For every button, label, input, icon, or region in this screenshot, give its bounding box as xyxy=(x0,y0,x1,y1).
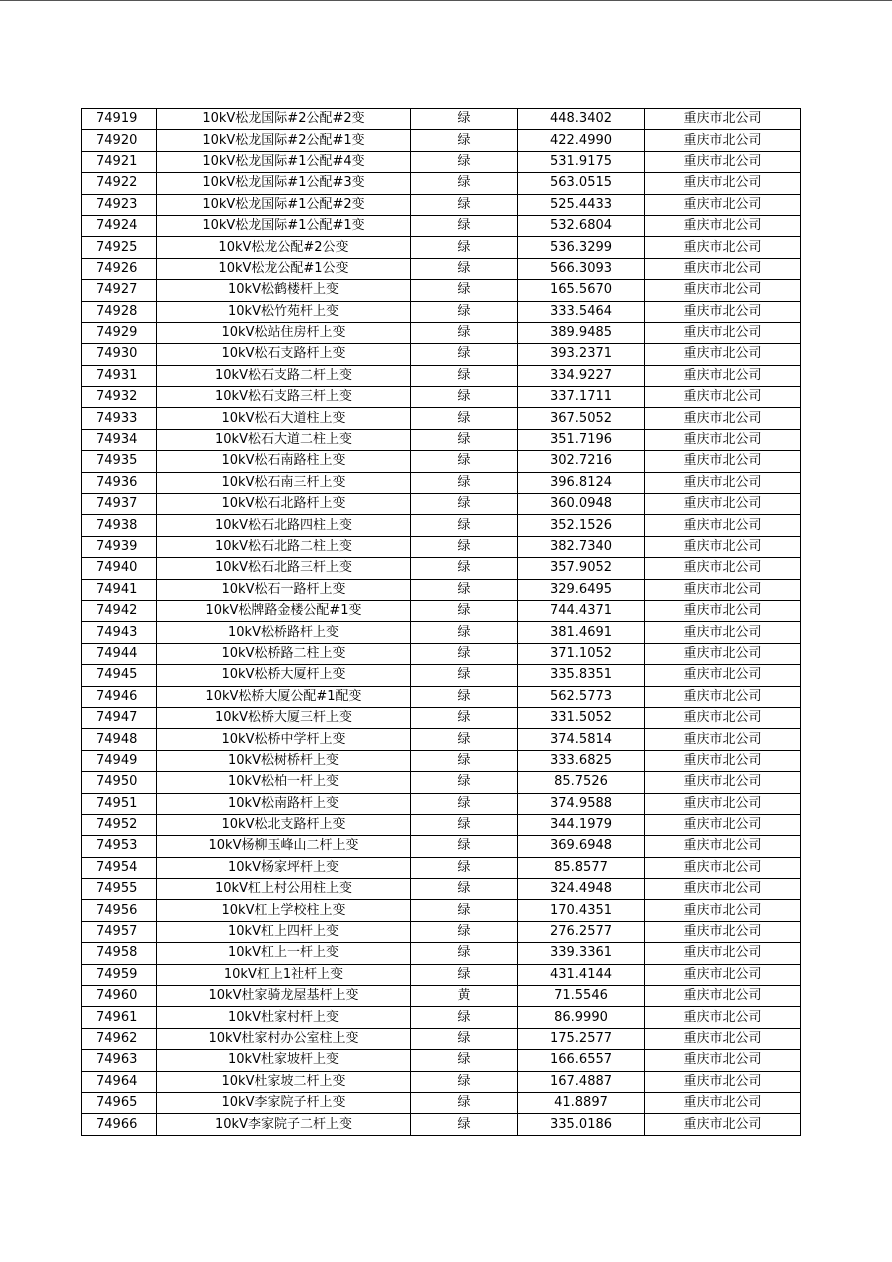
cell-company: 重庆市北公司 xyxy=(645,686,801,707)
table-row xyxy=(82,515,801,536)
cell-company: 重庆市北公司 xyxy=(645,964,801,985)
table-row xyxy=(82,943,801,964)
cell-status: 绿 xyxy=(411,387,518,408)
cell-status: 绿 xyxy=(411,173,518,194)
cell-name: 10kV松桥路杆上变 xyxy=(157,622,411,643)
cell-value: 382.7340 xyxy=(518,536,645,557)
cell-name: 10kV杜家村办公室柱上变 xyxy=(157,1028,411,1049)
cell-value: 86.9990 xyxy=(518,1007,645,1028)
table-row xyxy=(82,173,801,194)
table-row xyxy=(82,1050,801,1071)
cell-id: 74957 xyxy=(82,921,157,942)
cell-id: 74940 xyxy=(82,558,157,579)
cell-name: 10kV松龙国际#1公配#4变 xyxy=(157,151,411,172)
cell-company: 重庆市北公司 xyxy=(645,1028,801,1049)
cell-name: 10kV松桥中学杆上变 xyxy=(157,729,411,750)
cell-name: 10kV松竹苑杆上变 xyxy=(157,301,411,322)
table-row xyxy=(82,1092,801,1113)
table-row xyxy=(82,536,801,557)
table-row xyxy=(82,558,801,579)
cell-id: 74964 xyxy=(82,1071,157,1092)
cell-company: 重庆市北公司 xyxy=(645,429,801,450)
table-row xyxy=(82,365,801,386)
cell-status: 绿 xyxy=(411,109,518,130)
cell-value: 371.1052 xyxy=(518,643,645,664)
cell-status: 绿 xyxy=(411,943,518,964)
cell-name: 10kV松龙国际#1公配#1变 xyxy=(157,215,411,236)
table-row xyxy=(82,258,801,279)
table-row xyxy=(82,387,801,408)
cell-value: 324.4948 xyxy=(518,879,645,900)
cell-name: 10kV松龙公配#1公变 xyxy=(157,258,411,279)
cell-status: 绿 xyxy=(411,215,518,236)
cell-id: 74924 xyxy=(82,215,157,236)
cell-status: 绿 xyxy=(411,879,518,900)
cell-name: 10kV李家院子杆上变 xyxy=(157,1092,411,1113)
table-row xyxy=(82,921,801,942)
cell-company: 重庆市北公司 xyxy=(645,1114,801,1135)
table-row xyxy=(82,729,801,750)
cell-id: 74956 xyxy=(82,900,157,921)
table-row xyxy=(82,408,801,429)
cell-company: 重庆市北公司 xyxy=(645,900,801,921)
table-row xyxy=(82,451,801,472)
cell-company: 重庆市北公司 xyxy=(645,515,801,536)
cell-value: 389.9485 xyxy=(518,322,645,343)
cell-status: 绿 xyxy=(411,365,518,386)
cell-name: 10kV松桥大厦三杆上变 xyxy=(157,707,411,728)
cell-id: 74936 xyxy=(82,472,157,493)
cell-id: 74923 xyxy=(82,194,157,215)
table-row xyxy=(82,344,801,365)
cell-id: 74929 xyxy=(82,322,157,343)
cell-id: 74951 xyxy=(82,793,157,814)
cell-value: 329.6495 xyxy=(518,579,645,600)
cell-value: 525.4433 xyxy=(518,194,645,215)
cell-name: 10kV松石大道柱上变 xyxy=(157,408,411,429)
cell-status: 绿 xyxy=(411,558,518,579)
cell-company: 重庆市北公司 xyxy=(645,1007,801,1028)
cell-company: 重庆市北公司 xyxy=(645,472,801,493)
cell-company: 重庆市北公司 xyxy=(645,729,801,750)
cell-value: 566.3093 xyxy=(518,258,645,279)
cell-name: 10kV松石南路柱上变 xyxy=(157,451,411,472)
table-row xyxy=(82,879,801,900)
cell-id: 74937 xyxy=(82,494,157,515)
cell-value: 374.9588 xyxy=(518,793,645,814)
cell-company: 重庆市北公司 xyxy=(645,772,801,793)
cell-company: 重庆市北公司 xyxy=(645,1092,801,1113)
cell-status: 绿 xyxy=(411,515,518,536)
cell-status: 绿 xyxy=(411,579,518,600)
cell-value: 337.1711 xyxy=(518,387,645,408)
cell-name: 10kV李家院子二杆上变 xyxy=(157,1114,411,1135)
cell-status: 绿 xyxy=(411,814,518,835)
cell-name: 10kV松石一路杆上变 xyxy=(157,579,411,600)
cell-value: 563.0515 xyxy=(518,173,645,194)
cell-name: 10kV松树桥杆上变 xyxy=(157,750,411,771)
cell-value: 532.6804 xyxy=(518,215,645,236)
cell-name: 10kV松桥大厦杆上变 xyxy=(157,665,411,686)
cell-id: 74928 xyxy=(82,301,157,322)
cell-company: 重庆市北公司 xyxy=(645,986,801,1007)
table-row xyxy=(82,109,801,130)
cell-status: 绿 xyxy=(411,1050,518,1071)
cell-value: 360.0948 xyxy=(518,494,645,515)
cell-id: 74949 xyxy=(82,750,157,771)
cell-company: 重庆市北公司 xyxy=(645,151,801,172)
cell-id: 74952 xyxy=(82,814,157,835)
cell-status: 绿 xyxy=(411,857,518,878)
cell-status: 绿 xyxy=(411,1071,518,1092)
table-row xyxy=(82,280,801,301)
cell-status: 绿 xyxy=(411,836,518,857)
cell-company: 重庆市北公司 xyxy=(645,365,801,386)
cell-status: 绿 xyxy=(411,237,518,258)
cell-value: 422.4990 xyxy=(518,130,645,151)
cell-value: 165.5670 xyxy=(518,280,645,301)
cell-name: 10kV松南路杆上变 xyxy=(157,793,411,814)
table-row xyxy=(82,322,801,343)
cell-value: 536.3299 xyxy=(518,237,645,258)
cell-company: 重庆市北公司 xyxy=(645,109,801,130)
table-row xyxy=(82,194,801,215)
cell-id: 74939 xyxy=(82,536,157,557)
cell-name: 10kV杠上村公用柱上变 xyxy=(157,879,411,900)
cell-status: 绿 xyxy=(411,472,518,493)
cell-company: 重庆市北公司 xyxy=(645,600,801,621)
cell-id: 74958 xyxy=(82,943,157,964)
cell-company: 重庆市北公司 xyxy=(645,173,801,194)
cell-company: 重庆市北公司 xyxy=(645,387,801,408)
cell-value: 431.4144 xyxy=(518,964,645,985)
cell-company: 重庆市北公司 xyxy=(645,579,801,600)
table-row xyxy=(82,686,801,707)
cell-name: 10kV杠上学校柱上变 xyxy=(157,900,411,921)
cell-status: 绿 xyxy=(411,1007,518,1028)
cell-name: 10kV松石北路二柱上变 xyxy=(157,536,411,557)
table-row xyxy=(82,643,801,664)
table-row xyxy=(82,772,801,793)
cell-status: 绿 xyxy=(411,1092,518,1113)
cell-value: 339.3361 xyxy=(518,943,645,964)
cell-id: 74959 xyxy=(82,964,157,985)
table-row xyxy=(82,814,801,835)
cell-id: 74953 xyxy=(82,836,157,857)
cell-name: 10kV杠上一杆上变 xyxy=(157,943,411,964)
cell-id: 74938 xyxy=(82,515,157,536)
page-top-border xyxy=(0,0,892,1)
cell-value: 396.8124 xyxy=(518,472,645,493)
cell-name: 10kV杜家村杆上变 xyxy=(157,1007,411,1028)
cell-name: 10kV松桥路二柱上变 xyxy=(157,643,411,664)
cell-value: 369.6948 xyxy=(518,836,645,857)
cell-value: 167.4887 xyxy=(518,1071,645,1092)
cell-name: 10kV杜家坡二杆上变 xyxy=(157,1071,411,1092)
cell-company: 重庆市北公司 xyxy=(645,301,801,322)
cell-status: 绿 xyxy=(411,1114,518,1135)
cell-id: 74945 xyxy=(82,665,157,686)
cell-id: 74954 xyxy=(82,857,157,878)
cell-status: 绿 xyxy=(411,451,518,472)
cell-status: 绿 xyxy=(411,900,518,921)
cell-id: 74919 xyxy=(82,109,157,130)
cell-id: 74926 xyxy=(82,258,157,279)
cell-value: 175.2577 xyxy=(518,1028,645,1049)
cell-company: 重庆市北公司 xyxy=(645,451,801,472)
cell-id: 74931 xyxy=(82,365,157,386)
cell-value: 562.5773 xyxy=(518,686,645,707)
table-row xyxy=(82,793,801,814)
table-row xyxy=(82,900,801,921)
cell-company: 重庆市北公司 xyxy=(645,258,801,279)
cell-company: 重庆市北公司 xyxy=(645,408,801,429)
cell-status: 绿 xyxy=(411,429,518,450)
cell-company: 重庆市北公司 xyxy=(645,943,801,964)
table-row xyxy=(82,130,801,151)
cell-value: 351.7196 xyxy=(518,429,645,450)
cell-value: 352.1526 xyxy=(518,515,645,536)
cell-id: 74955 xyxy=(82,879,157,900)
table-row xyxy=(82,215,801,236)
table-row xyxy=(82,579,801,600)
cell-value: 448.3402 xyxy=(518,109,645,130)
table-row xyxy=(82,1028,801,1049)
cell-company: 重庆市北公司 xyxy=(645,750,801,771)
cell-value: 85.8577 xyxy=(518,857,645,878)
cell-value: 531.9175 xyxy=(518,151,645,172)
cell-id: 74963 xyxy=(82,1050,157,1071)
cell-status: 绿 xyxy=(411,750,518,771)
table-row xyxy=(82,472,801,493)
cell-status: 绿 xyxy=(411,729,518,750)
cell-company: 重庆市北公司 xyxy=(645,857,801,878)
cell-id: 74934 xyxy=(82,429,157,450)
cell-name: 10kV松桥大厦公配#1配变 xyxy=(157,686,411,707)
cell-company: 重庆市北公司 xyxy=(645,1050,801,1071)
cell-company: 重庆市北公司 xyxy=(645,793,801,814)
cell-company: 重庆市北公司 xyxy=(645,215,801,236)
cell-company: 重庆市北公司 xyxy=(645,536,801,557)
cell-company: 重庆市北公司 xyxy=(645,707,801,728)
cell-company: 重庆市北公司 xyxy=(645,494,801,515)
cell-status: 绿 xyxy=(411,194,518,215)
cell-status: 绿 xyxy=(411,921,518,942)
cell-name: 10kV松石支路三杆上变 xyxy=(157,387,411,408)
cell-status: 绿 xyxy=(411,494,518,515)
table-row xyxy=(82,1071,801,1092)
cell-id: 74942 xyxy=(82,600,157,621)
cell-id: 74943 xyxy=(82,622,157,643)
cell-value: 344.1979 xyxy=(518,814,645,835)
table-row xyxy=(82,707,801,728)
table-row xyxy=(82,429,801,450)
cell-status: 绿 xyxy=(411,622,518,643)
table-row xyxy=(82,665,801,686)
table-row xyxy=(82,301,801,322)
table-row xyxy=(82,750,801,771)
cell-name: 10kV松石北路四柱上变 xyxy=(157,515,411,536)
cell-value: 333.5464 xyxy=(518,301,645,322)
cell-name: 10kV杠上四杆上变 xyxy=(157,921,411,942)
table-row xyxy=(82,151,801,172)
cell-id: 74961 xyxy=(82,1007,157,1028)
cell-value: 166.6557 xyxy=(518,1050,645,1071)
cell-name: 10kV杠上1社杆上变 xyxy=(157,964,411,985)
table-row xyxy=(82,494,801,515)
cell-name: 10kV松北支路杆上变 xyxy=(157,814,411,835)
cell-company: 重庆市北公司 xyxy=(645,879,801,900)
cell-value: 170.4351 xyxy=(518,900,645,921)
cell-value: 367.5052 xyxy=(518,408,645,429)
cell-name: 10kV松石支路二杆上变 xyxy=(157,365,411,386)
cell-id: 74948 xyxy=(82,729,157,750)
cell-value: 381.4691 xyxy=(518,622,645,643)
data-table xyxy=(81,108,801,1136)
cell-id: 74920 xyxy=(82,130,157,151)
cell-company: 重庆市北公司 xyxy=(645,280,801,301)
cell-id: 74927 xyxy=(82,280,157,301)
cell-company: 重庆市北公司 xyxy=(645,344,801,365)
cell-name: 10kV松龙国际#2公配#2变 xyxy=(157,109,411,130)
cell-company: 重庆市北公司 xyxy=(645,558,801,579)
cell-company: 重庆市北公司 xyxy=(645,665,801,686)
cell-value: 393.2371 xyxy=(518,344,645,365)
cell-id: 74965 xyxy=(82,1092,157,1113)
cell-name: 10kV松牌路金楼公配#1变 xyxy=(157,600,411,621)
cell-value: 276.2577 xyxy=(518,921,645,942)
table-row xyxy=(82,836,801,857)
cell-id: 74966 xyxy=(82,1114,157,1135)
cell-name: 10kV杨家坪杆上变 xyxy=(157,857,411,878)
cell-status: 绿 xyxy=(411,280,518,301)
cell-company: 重庆市北公司 xyxy=(645,921,801,942)
cell-name: 10kV松龙国际#1公配#3变 xyxy=(157,173,411,194)
cell-name: 10kV松石南三杆上变 xyxy=(157,472,411,493)
cell-company: 重庆市北公司 xyxy=(645,130,801,151)
cell-status: 绿 xyxy=(411,686,518,707)
cell-company: 重庆市北公司 xyxy=(645,322,801,343)
cell-name: 10kV松龙国际#1公配#2变 xyxy=(157,194,411,215)
cell-name: 10kV松石北路三杆上变 xyxy=(157,558,411,579)
table-row xyxy=(82,857,801,878)
cell-value: 41.8897 xyxy=(518,1092,645,1113)
cell-name: 10kV松柏一杆上变 xyxy=(157,772,411,793)
table-row xyxy=(82,600,801,621)
cell-name: 10kV松石北路杆上变 xyxy=(157,494,411,515)
cell-status: 绿 xyxy=(411,151,518,172)
cell-company: 重庆市北公司 xyxy=(645,194,801,215)
cell-status: 绿 xyxy=(411,772,518,793)
cell-name: 10kV松石大道二柱上变 xyxy=(157,429,411,450)
cell-id: 74962 xyxy=(82,1028,157,1049)
cell-id: 74935 xyxy=(82,451,157,472)
cell-value: 331.5052 xyxy=(518,707,645,728)
cell-id: 74960 xyxy=(82,986,157,1007)
cell-id: 74944 xyxy=(82,643,157,664)
cell-id: 74930 xyxy=(82,344,157,365)
cell-value: 357.9052 xyxy=(518,558,645,579)
cell-status: 绿 xyxy=(411,130,518,151)
cell-id: 74925 xyxy=(82,237,157,258)
cell-name: 10kV松站住房杆上变 xyxy=(157,322,411,343)
cell-value: 335.0186 xyxy=(518,1114,645,1135)
cell-id: 74921 xyxy=(82,151,157,172)
cell-status: 黄 xyxy=(411,986,518,1007)
cell-id: 74941 xyxy=(82,579,157,600)
table-row xyxy=(82,964,801,985)
cell-status: 绿 xyxy=(411,707,518,728)
cell-name: 10kV松鹤楼杆上变 xyxy=(157,280,411,301)
cell-value: 334.9227 xyxy=(518,365,645,386)
cell-status: 绿 xyxy=(411,600,518,621)
cell-status: 绿 xyxy=(411,344,518,365)
cell-company: 重庆市北公司 xyxy=(645,643,801,664)
cell-status: 绿 xyxy=(411,536,518,557)
cell-status: 绿 xyxy=(411,301,518,322)
cell-name: 10kV杜家骑龙屋基杆上变 xyxy=(157,986,411,1007)
cell-name: 10kV松龙公配#2公变 xyxy=(157,237,411,258)
cell-company: 重庆市北公司 xyxy=(645,622,801,643)
cell-company: 重庆市北公司 xyxy=(645,1071,801,1092)
cell-name: 10kV松石支路杆上变 xyxy=(157,344,411,365)
cell-status: 绿 xyxy=(411,964,518,985)
cell-value: 335.8351 xyxy=(518,665,645,686)
cell-company: 重庆市北公司 xyxy=(645,237,801,258)
cell-name: 10kV杨柳玉峰山二杆上变 xyxy=(157,836,411,857)
cell-value: 333.6825 xyxy=(518,750,645,771)
cell-id: 74933 xyxy=(82,408,157,429)
cell-company: 重庆市北公司 xyxy=(645,814,801,835)
table-body xyxy=(82,109,801,1136)
cell-company: 重庆市北公司 xyxy=(645,836,801,857)
cell-value: 71.5546 xyxy=(518,986,645,1007)
cell-name: 10kV杜家坡杆上变 xyxy=(157,1050,411,1071)
cell-status: 绿 xyxy=(411,258,518,279)
table-row xyxy=(82,1007,801,1028)
cell-status: 绿 xyxy=(411,643,518,664)
cell-status: 绿 xyxy=(411,665,518,686)
cell-id: 74947 xyxy=(82,707,157,728)
cell-status: 绿 xyxy=(411,322,518,343)
table-row xyxy=(82,1114,801,1135)
table-row xyxy=(82,622,801,643)
cell-id: 74932 xyxy=(82,387,157,408)
cell-status: 绿 xyxy=(411,793,518,814)
cell-status: 绿 xyxy=(411,408,518,429)
cell-id: 74946 xyxy=(82,686,157,707)
cell-value: 302.7216 xyxy=(518,451,645,472)
cell-name: 10kV松龙国际#2公配#1变 xyxy=(157,130,411,151)
cell-value: 374.5814 xyxy=(518,729,645,750)
cell-id: 74950 xyxy=(82,772,157,793)
table-row xyxy=(82,237,801,258)
cell-id: 74922 xyxy=(82,173,157,194)
cell-status: 绿 xyxy=(411,1028,518,1049)
table-row xyxy=(82,986,801,1007)
cell-value: 85.7526 xyxy=(518,772,645,793)
cell-value: 744.4371 xyxy=(518,600,645,621)
